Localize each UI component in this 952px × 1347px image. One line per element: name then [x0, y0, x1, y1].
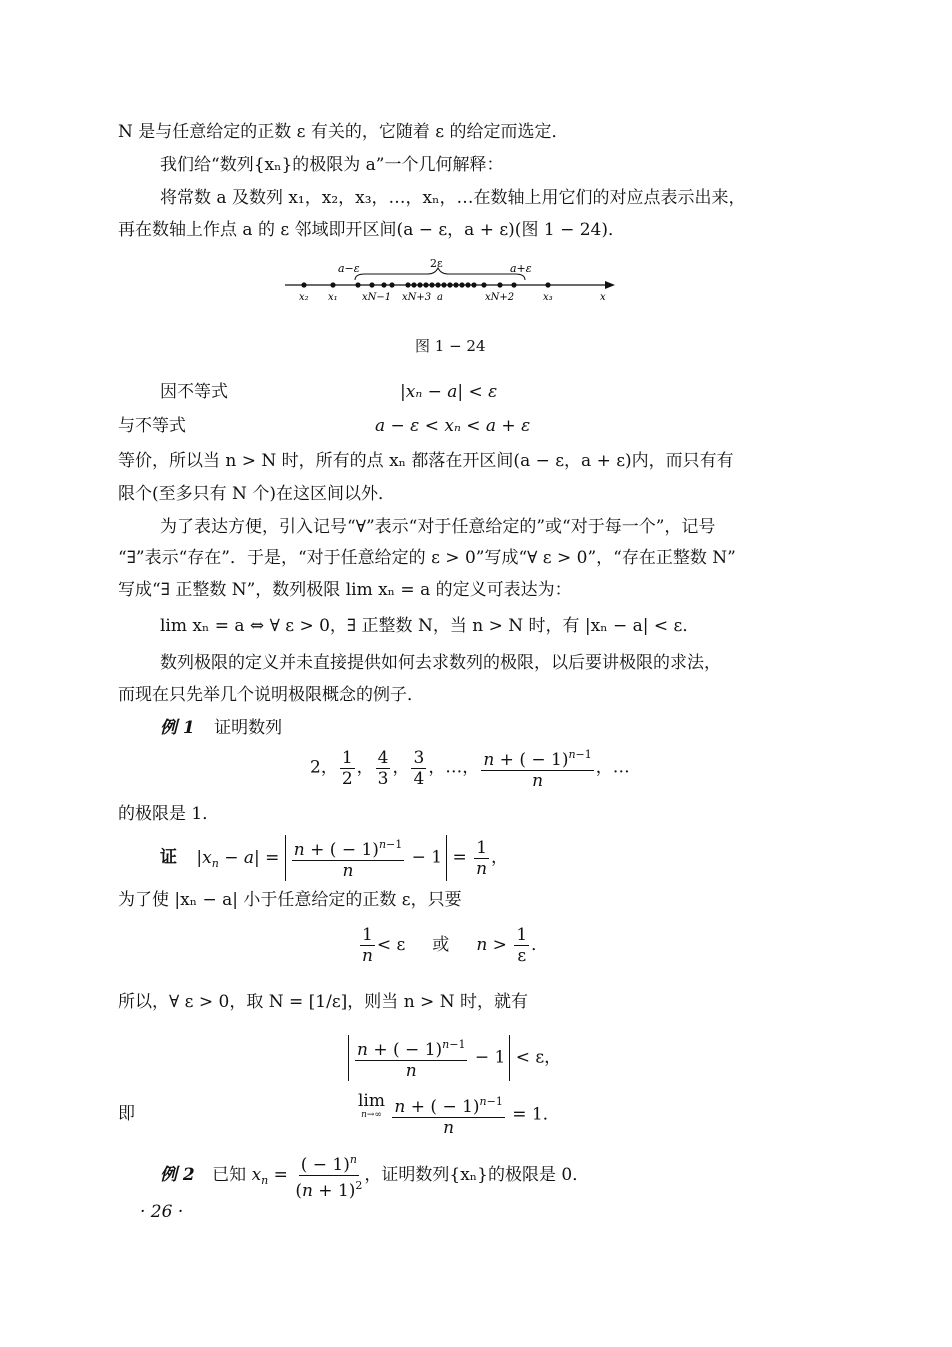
label-a-plus-eps: a+ε [510, 262, 532, 275]
text-line-10: 写成“∃ 正整数 N”，数列极限 lim xₙ = a 的定义可表达为： [118, 580, 572, 600]
condition-formula: $\frac{1}{n}$ < ε 或 n > $\frac{1}{\varepsilon}$ ． [361, 925, 549, 966]
text-line-16: 为了使 |xₙ − a| 小于任意给定的正数 ε，只要 [118, 890, 462, 910]
label-x2: x₂ [299, 292, 309, 303]
text-line-2: 我们给“数列{xₙ}的极限为 a”一个几何解释： [160, 155, 504, 175]
text-line-8: 为了表达方便，引入记号“∀”表示“对于任意给定的”或“对于每一个”，记号 [160, 517, 716, 537]
ji-label: 即 [118, 1104, 135, 1124]
ineq-label-1: 因不等式 [160, 382, 228, 402]
label-x: x [600, 292, 606, 303]
label-2eps: 2ε [430, 257, 443, 270]
text-line-7: 限个(至多只有 N 个)在这区间以外． [118, 484, 395, 504]
label-a-minus-eps: a−ε [338, 262, 360, 275]
ineq-expr-1: |xₙ − a| < ε [400, 382, 498, 402]
label-xN-2: xN+2 [485, 292, 515, 303]
page-number: · 26 · [140, 1202, 184, 1222]
example-2-post: ，证明数列{xₙ}的极限是 0． [364, 1165, 590, 1185]
limit-definition: lim xₙ = a ⇔ ∀ ε > 0，∃ 正整数 N，当 n > N 时，有 |xₙ − a| < ε． [160, 616, 700, 636]
proof-line: 证 $|x_n - a|$ = $\frac{n + ( - 1)^{n-1}}{n}$ − 1 = $\frac{1}{n}$ ， [160, 835, 508, 881]
proof-label: 证 [160, 847, 177, 868]
label-xN-3: xN+3 [402, 292, 432, 303]
text-line-6: 等价，所以当 n > N 时，所有的点 xₙ 都落在开区间(a − ε，a + ε)内，而只有有 [118, 451, 734, 471]
ineq-label-2: 与不等式 [118, 416, 186, 436]
ineq-expr-2: a − ε < xₙ < a + ε [375, 416, 531, 436]
text-line-13: 而现在只先举几个说明极限概念的例子． [118, 685, 424, 705]
text-line-3: 将常数 a 及数列 x₁，x₂，x₃，…，xₙ，…在数轴上用它们的对应点表示出来， [160, 188, 746, 208]
example-1-label: 例 1 [160, 718, 195, 738]
text-line-9: “∃”表示“存在”．于是，“对于任意给定的 ε > 0”写成“∀ ε > 0”，“存在正整数 N” [118, 548, 736, 568]
text-line-4: 再在数轴上作点 a 的 ε 邻域即开区间(a − ε，a + ε)(图 1 − 24)． [118, 220, 625, 240]
example-2-pre: 已知 [212, 1165, 247, 1185]
example-2: 例 2 已知 $x_n$ = $\frac{( - 1)^n}{(n + 1)^2}$ ，证明数列{xₙ}的极限是 0． [160, 1150, 589, 1201]
text-line-17: 所以，∀ ε > 0，取 N = [1/ε]，则当 n > N 时，就有 [118, 992, 528, 1012]
label-a: a [437, 292, 443, 303]
text-line-15: 的极限是 1． [118, 804, 220, 824]
example-1-text: 证明数列 [214, 718, 283, 738]
label-x3: x₃ [543, 292, 553, 303]
label-x1: x₁ [328, 292, 338, 303]
inequality-formula: $\frac{n + ( - 1)^{n-1}}{n}$ − 1 < ε， [348, 1035, 561, 1081]
example-2-label: 例 2 [160, 1165, 195, 1185]
example-1-heading [160, 716, 282, 740]
text-line-1: N 是与任意给定的正数 ε 有关的，它随着 ε 的给定而选定． [118, 122, 569, 142]
figure-caption: 图 1 − 24 [415, 337, 486, 355]
limit-result: lim n→∞ $\frac{n + ( - 1)^{n-1}}{n}$ = 1． [358, 1091, 560, 1138]
sequence-formula: 2， $\frac{1}{2}$ ， $\frac{4}{3}$ ， $\frac{3}{4}$ ，…， $\frac{n + ( - 1)^{n-1}}{n}$ ，… [310, 745, 630, 791]
text-line-12: 数列极限的定义并未直接提供如何去求数列的极限，以后要讲极限的求法， [160, 653, 721, 673]
number-line-figure [280, 255, 620, 310]
label-xN-1: xN−1 [362, 292, 392, 303]
axis-arrow [605, 281, 615, 289]
